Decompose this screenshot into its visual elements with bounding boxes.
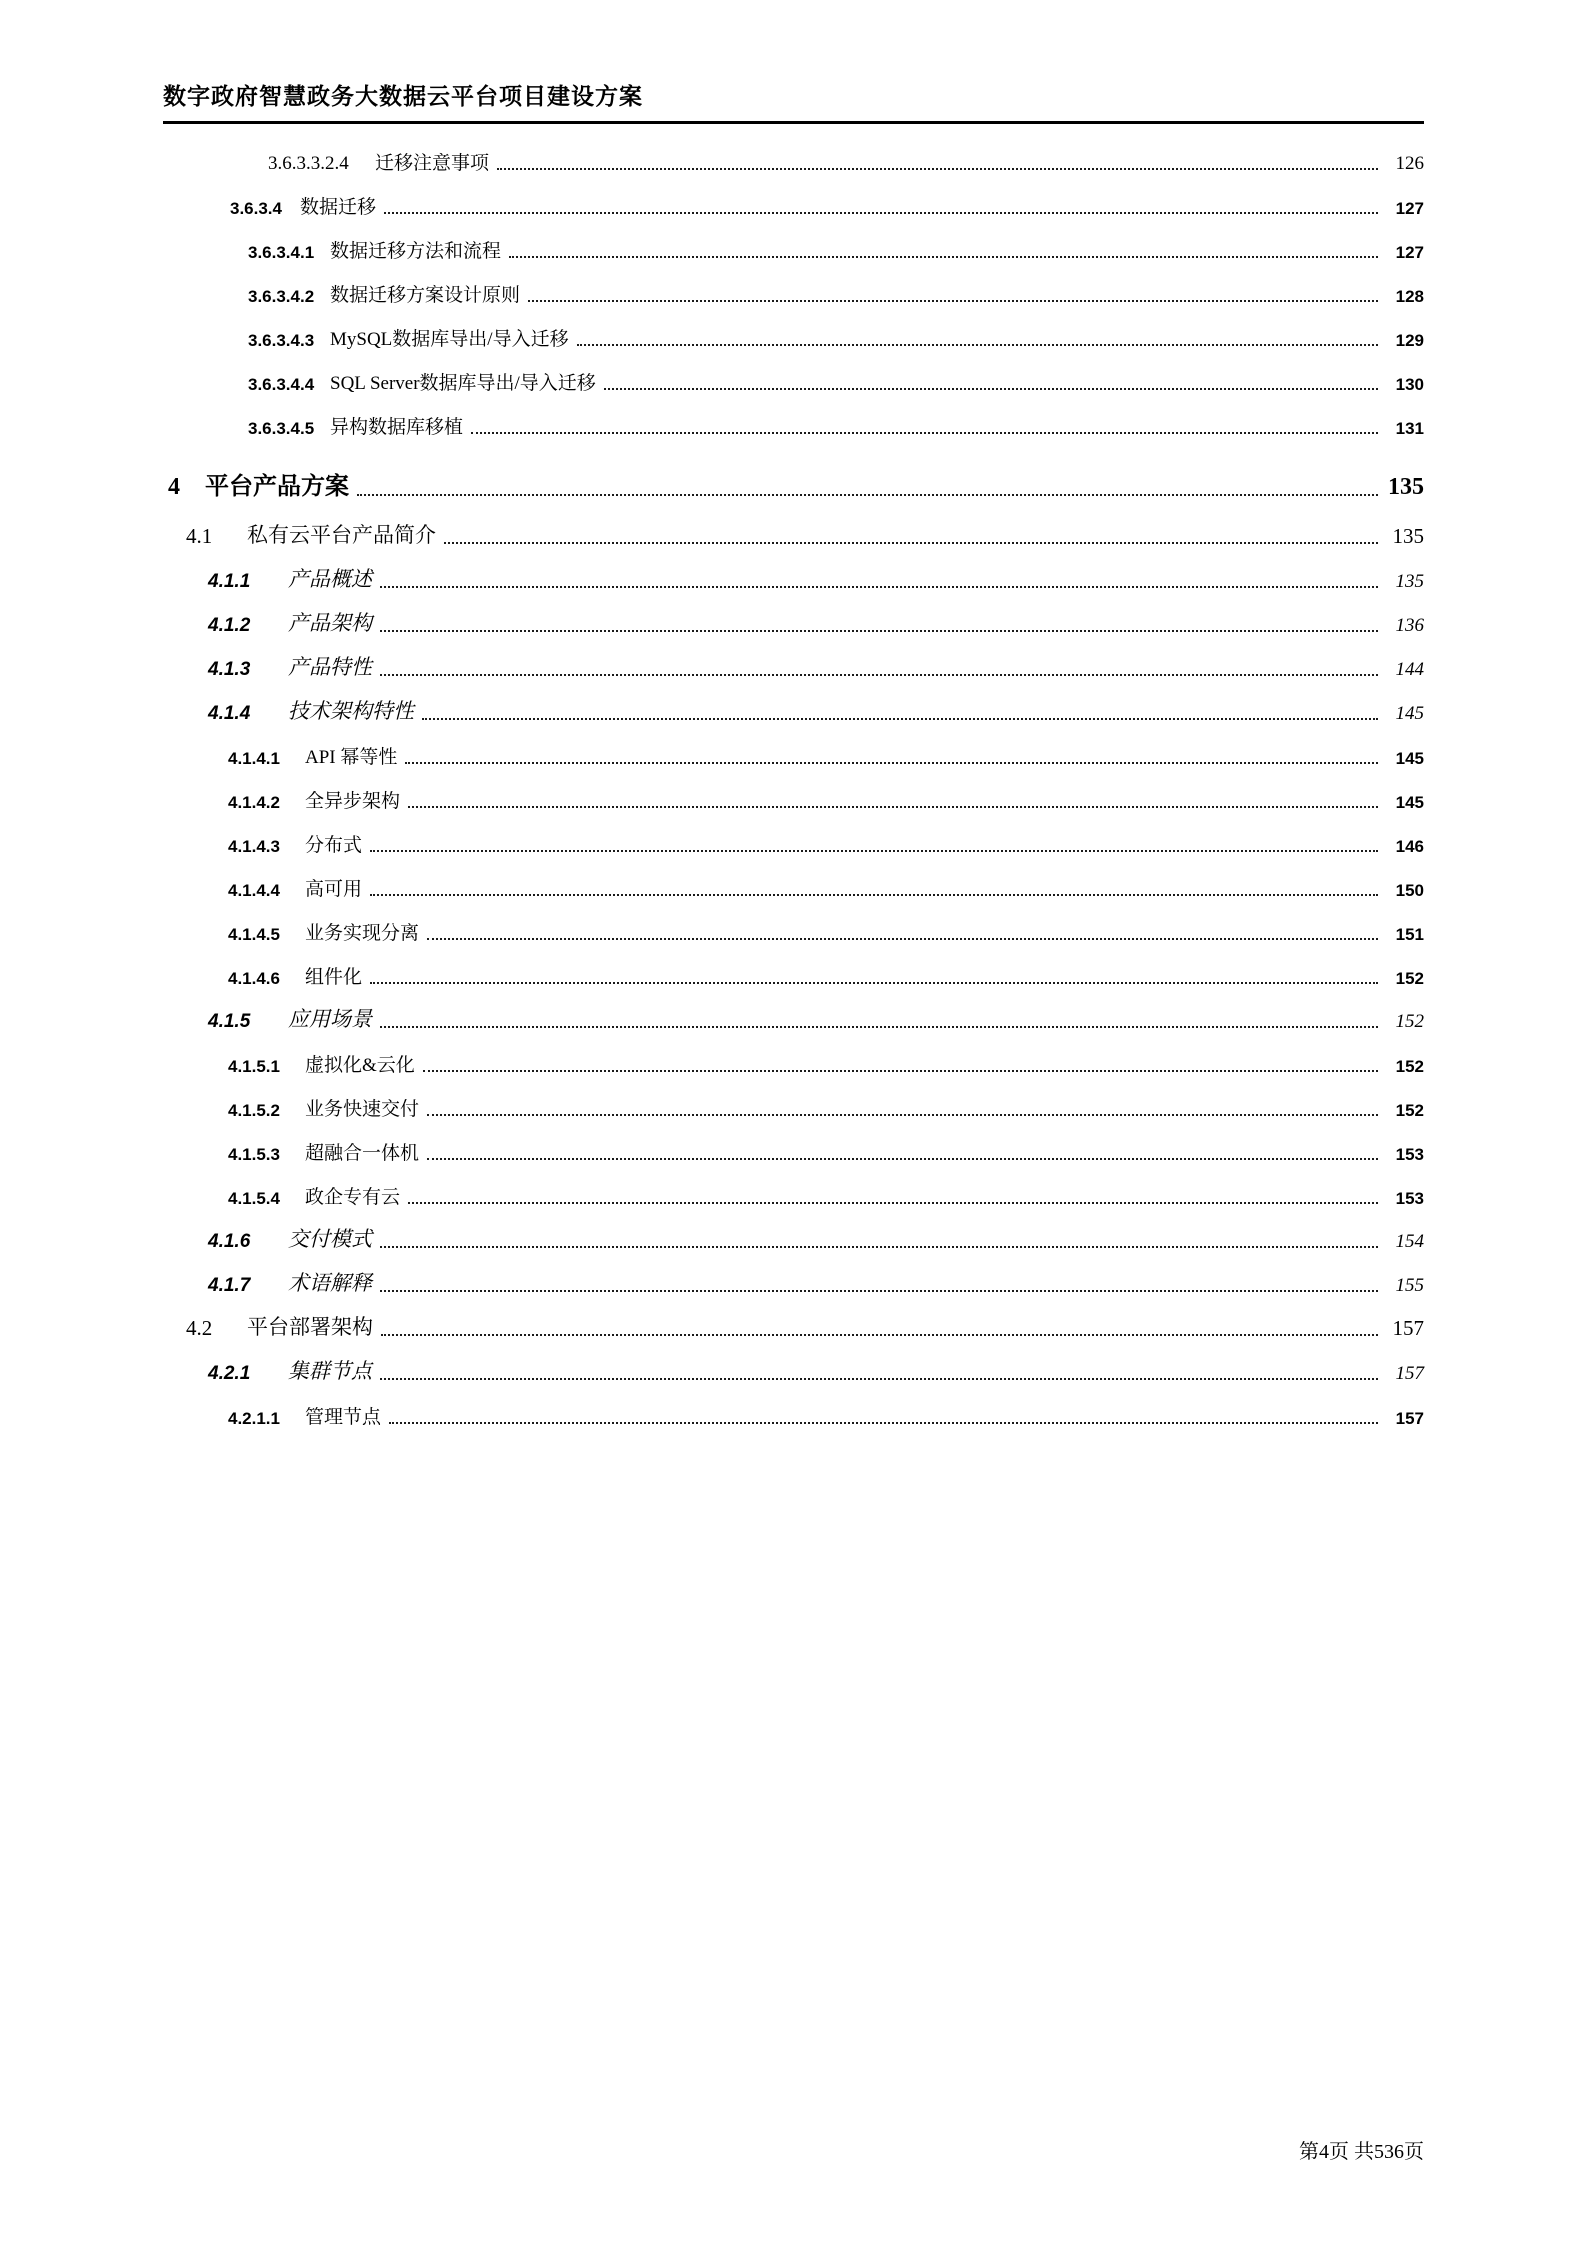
toc-dot-leader bbox=[604, 388, 1378, 390]
toc-entry-number: 4.1.4.5 bbox=[228, 925, 280, 944]
toc-entry-title: 迁移注意事项 bbox=[375, 153, 490, 174]
toc-dot-leader bbox=[509, 256, 1378, 258]
toc-entry-number: 3.6.3.3.2.4 bbox=[268, 153, 349, 174]
toc-entry bbox=[248, 270, 1424, 314]
toc-dot-leader bbox=[422, 718, 1378, 720]
toc-entry bbox=[228, 864, 1424, 908]
toc-entry-page: 127 bbox=[1395, 243, 1424, 262]
toc-dot-leader bbox=[370, 850, 1378, 852]
toc-dot-leader bbox=[423, 1070, 1378, 1072]
toc-dot-leader bbox=[405, 762, 1378, 764]
toc-dot-leader bbox=[408, 806, 1378, 808]
toc-entry-page: 153 bbox=[1395, 1145, 1424, 1164]
toc-entry-number: 4.1.4.6 bbox=[228, 969, 280, 988]
toc-entry-page: 131 bbox=[1395, 419, 1424, 438]
toc-entry-title: 术语解释 bbox=[288, 1271, 372, 1295]
toc-entry-title: 超融合一体机 bbox=[305, 1143, 420, 1164]
toc-entry-page: 151 bbox=[1395, 925, 1424, 944]
document-header bbox=[163, 78, 1424, 124]
toc-entry-title: API 幂等性 bbox=[305, 747, 398, 768]
toc-entry bbox=[208, 996, 1424, 1040]
toc-entry bbox=[208, 1216, 1424, 1260]
toc-entry-page: 145 bbox=[1395, 749, 1424, 768]
toc-dot-leader bbox=[408, 1202, 1378, 1204]
toc-entry bbox=[248, 226, 1424, 270]
toc-entry bbox=[186, 512, 1424, 556]
toc-entry bbox=[228, 1172, 1424, 1216]
toc-entry bbox=[228, 776, 1424, 820]
toc-entry-page: 155 bbox=[1395, 1275, 1424, 1296]
toc-entry-number: 4.1.7 bbox=[208, 1275, 251, 1296]
toc-entry-title: 产品架构 bbox=[288, 611, 372, 635]
toc-entry-number: 4.1.5.1 bbox=[228, 1057, 280, 1076]
toc-entry-title: 私有云平台产品简介 bbox=[247, 523, 436, 547]
toc-dot-leader bbox=[370, 982, 1378, 984]
toc-entry-title: 数据迁移方法和流程 bbox=[330, 241, 502, 262]
toc-entry-title: 虚拟化&云化 bbox=[305, 1055, 415, 1076]
toc-entry-title: 数据迁移 bbox=[300, 197, 377, 218]
toc-entry bbox=[228, 732, 1424, 776]
toc-entry-title: 业务快速交付 bbox=[305, 1099, 420, 1120]
toc-entry-title: 组件化 bbox=[305, 967, 363, 988]
toc-entry bbox=[208, 688, 1424, 732]
toc-dot-leader bbox=[381, 1334, 1378, 1336]
toc-entry bbox=[208, 556, 1424, 600]
toc-entry-number: 4.1 bbox=[186, 524, 213, 548]
toc-entry-number: 3.6.3.4 bbox=[230, 199, 282, 218]
toc-entry-number: 3.6.3.4.1 bbox=[248, 243, 315, 262]
toc-entry bbox=[168, 452, 1424, 508]
toc-entry bbox=[186, 1304, 1424, 1348]
toc-dot-leader bbox=[384, 212, 1378, 214]
toc-dot-leader bbox=[380, 674, 1378, 676]
toc-dot-leader bbox=[444, 542, 1378, 544]
toc-entry-page: 126 bbox=[1395, 153, 1424, 174]
toc-entry-page: 150 bbox=[1395, 881, 1424, 900]
toc-entry-page: 128 bbox=[1395, 287, 1424, 306]
toc-entry-page: 144 bbox=[1395, 659, 1424, 680]
toc-dot-leader bbox=[370, 894, 1378, 896]
toc-entry bbox=[228, 820, 1424, 864]
toc-entry-page: 146 bbox=[1395, 837, 1424, 856]
toc-entry-number: 4.2.1.1 bbox=[228, 1409, 280, 1428]
toc-entry-number: 4.2.1 bbox=[208, 1363, 251, 1384]
toc-entry-number: 4.1.1 bbox=[208, 571, 251, 592]
toc-entry-number: 4.1.4 bbox=[208, 703, 251, 724]
toc-entry-title: 异构数据库移植 bbox=[330, 417, 464, 438]
toc-entry-page: 152 bbox=[1395, 1011, 1424, 1032]
toc-entry-title: 分布式 bbox=[305, 835, 363, 856]
toc-entry-number: 4.1.3 bbox=[208, 659, 251, 680]
toc-dot-leader bbox=[427, 1114, 1378, 1116]
toc-entry-title: 技术架构特性 bbox=[288, 699, 414, 723]
toc-dot-leader bbox=[427, 938, 1378, 940]
toc-entry-title: 业务实现分离 bbox=[305, 923, 420, 944]
toc-dot-leader bbox=[380, 1378, 1378, 1380]
toc-entry-number: 4.1.6 bbox=[208, 1231, 251, 1252]
toc-entry bbox=[230, 182, 1424, 226]
toc-entry-number: 3.6.3.4.4 bbox=[248, 375, 315, 394]
toc-entry bbox=[248, 314, 1424, 358]
toc-entry-number: 4.1.4.1 bbox=[228, 749, 280, 768]
toc-dot-leader bbox=[389, 1422, 1378, 1424]
toc-entry bbox=[228, 908, 1424, 952]
toc-entry-title: MySQL数据库导出/导入迁移 bbox=[330, 329, 569, 350]
toc-entry-page: 157 bbox=[1395, 1409, 1424, 1428]
toc-entry-number: 4.2 bbox=[186, 1316, 213, 1340]
toc-dot-leader bbox=[380, 1026, 1378, 1028]
toc-entry bbox=[208, 1348, 1424, 1392]
toc-entry-number: 4.1.5.2 bbox=[228, 1101, 280, 1120]
toc-dot-leader bbox=[357, 494, 1378, 496]
toc-entry-page: 135 bbox=[1388, 474, 1424, 500]
toc-entry-number: 4 bbox=[168, 474, 180, 500]
toc-entry-number: 3.6.3.4.5 bbox=[248, 419, 315, 438]
toc-entry-page: 157 bbox=[1392, 1316, 1424, 1340]
toc-entry-page: 157 bbox=[1395, 1363, 1424, 1384]
toc-entry-number: 3.6.3.4.2 bbox=[248, 287, 315, 306]
toc-entry-page: 129 bbox=[1395, 331, 1424, 350]
toc-entry-number: 4.1.4.2 bbox=[228, 793, 280, 812]
toc-entry-page: 152 bbox=[1395, 1101, 1424, 1120]
toc-entry-page: 135 bbox=[1392, 524, 1424, 548]
toc-entry-title: 高可用 bbox=[305, 879, 363, 900]
toc-dot-leader bbox=[380, 1246, 1378, 1248]
toc-entry bbox=[228, 1128, 1424, 1172]
toc-dot-leader bbox=[471, 432, 1378, 434]
toc-entry-title: SQL Server数据库导出/导入迁移 bbox=[330, 373, 596, 394]
toc-entry-page: 130 bbox=[1395, 375, 1424, 394]
toc-entry bbox=[228, 1040, 1424, 1084]
toc-entry-title: 应用场景 bbox=[288, 1007, 372, 1031]
toc-entry-number: 4.1.4.3 bbox=[228, 837, 280, 856]
toc-entry-page: 152 bbox=[1395, 969, 1424, 988]
toc-dot-leader bbox=[528, 300, 1378, 302]
toc-entry-page: 136 bbox=[1395, 615, 1424, 636]
toc-entry bbox=[208, 1260, 1424, 1304]
toc-entry bbox=[268, 138, 1424, 182]
toc-entry bbox=[228, 1084, 1424, 1128]
toc-entry-page: 145 bbox=[1395, 793, 1424, 812]
toc-entry-page: 154 bbox=[1395, 1231, 1424, 1252]
toc-dot-leader bbox=[427, 1158, 1378, 1160]
page-number-footer: 第4页 共536页 bbox=[1299, 2141, 1424, 2163]
toc-list bbox=[163, 138, 1424, 1436]
toc-entry bbox=[248, 402, 1424, 446]
toc-entry-title: 交付模式 bbox=[288, 1227, 372, 1251]
toc-entry bbox=[208, 600, 1424, 644]
toc-entry-page: 135 bbox=[1395, 571, 1424, 592]
toc-entry-title: 集群节点 bbox=[288, 1359, 372, 1383]
toc-entry-number: 3.6.3.4.3 bbox=[248, 331, 315, 350]
toc-dot-leader bbox=[380, 1290, 1378, 1292]
toc-entry-title: 平台部署架构 bbox=[247, 1315, 373, 1339]
toc-entry-number: 4.1.5.3 bbox=[228, 1145, 280, 1164]
toc-entry bbox=[248, 358, 1424, 402]
toc-dot-leader bbox=[380, 586, 1378, 588]
toc-entry-page: 152 bbox=[1395, 1057, 1424, 1076]
toc-dot-leader bbox=[497, 168, 1378, 170]
toc-entry-title: 产品概述 bbox=[288, 567, 372, 591]
toc-entry-title: 全异步架构 bbox=[305, 791, 401, 812]
toc-dot-leader bbox=[577, 344, 1378, 346]
document-title: 数字政府智慧政务大数据云平台项目建设方案 bbox=[163, 84, 643, 109]
toc-entry-title: 数据迁移方案设计原则 bbox=[330, 285, 521, 306]
toc-entry bbox=[228, 952, 1424, 996]
toc-entry-page: 127 bbox=[1395, 199, 1424, 218]
toc-entry-title: 管理节点 bbox=[305, 1407, 382, 1428]
toc-entry-page: 145 bbox=[1395, 703, 1424, 724]
toc-entry-title: 政企专有云 bbox=[305, 1187, 401, 1208]
toc-entry-title: 产品特性 bbox=[288, 655, 372, 679]
toc-entry-number: 4.1.5.4 bbox=[228, 1189, 280, 1208]
toc-dot-leader bbox=[380, 630, 1378, 632]
toc-entry bbox=[208, 644, 1424, 688]
toc-entry-number: 4.1.5 bbox=[208, 1011, 251, 1032]
toc-entry-title: 平台产品方案 bbox=[205, 474, 349, 500]
toc-entry-number: 4.1.4.4 bbox=[228, 881, 280, 900]
toc-entry bbox=[228, 1392, 1424, 1436]
toc-entry-number: 4.1.2 bbox=[208, 615, 251, 636]
toc-entry-page: 153 bbox=[1395, 1189, 1424, 1208]
